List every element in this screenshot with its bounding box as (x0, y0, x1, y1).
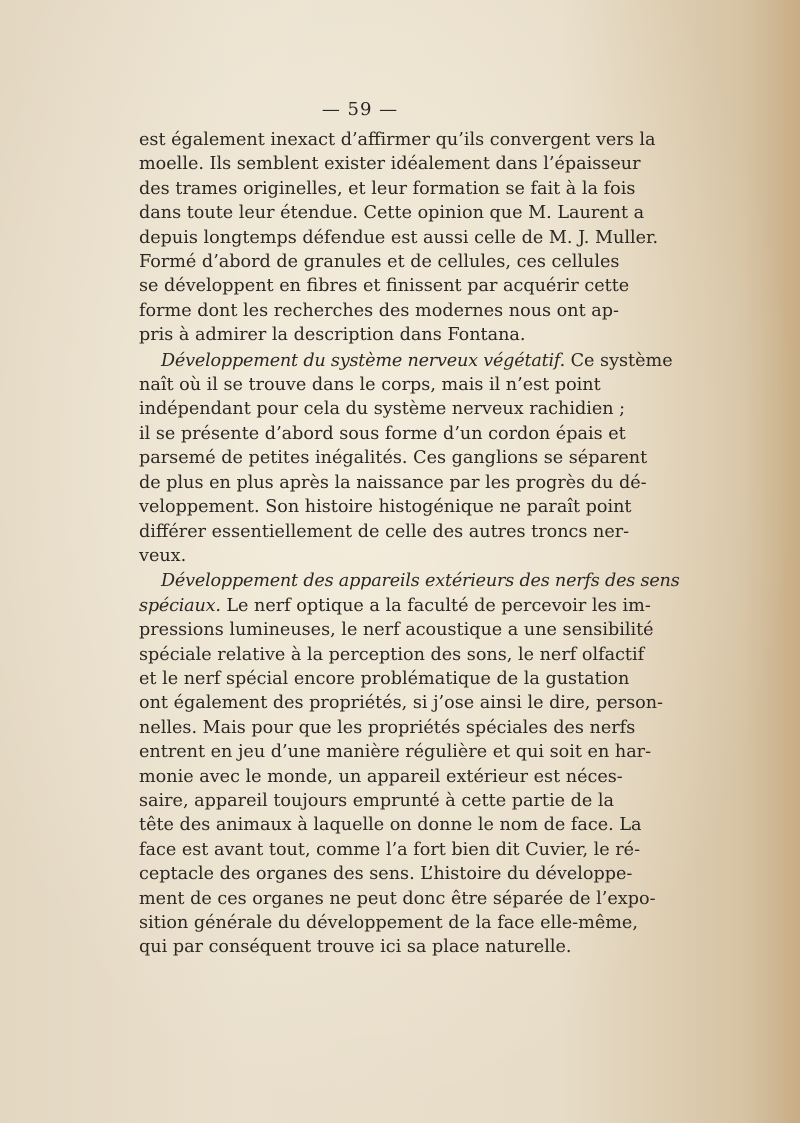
text-line: moelle. Ils semblent exister idéalement dans l’épaisseur (139, 154, 641, 175)
text-line: forme dont les recherches des modernes nous ont ap- (139, 300, 619, 321)
text-line: monie avec le monde, un appareil extérieur est néces- (139, 766, 623, 787)
text-line: il se présente d’abord sous forme d’un cordon épais et (139, 423, 626, 444)
text-line: nelles. Mais pour que les propriétés spéciales des nerfs (139, 717, 636, 738)
text-line (139, 569, 680, 593)
text-line: face est avant tout, comme l’a fort bien dit Cuvier, le ré- (139, 839, 641, 860)
text-line: naît où il se trouve dans le corps, mais il n’est point (139, 375, 601, 396)
text-line (139, 594, 651, 618)
text-line: sition générale du développement de la face elle-même, (139, 913, 638, 933)
text-line: indépendant pour cela du système nerveux rachidien ; (139, 399, 626, 420)
text-line: et le nerf spécial encore problématique de la gustation (139, 668, 630, 689)
paragraph-1 (139, 128, 659, 348)
text-line: Formé d’abord de granules et de cellules, ces cellules (139, 252, 620, 273)
section-heading: Développement des appareils extérieurs des nerfs des sens (161, 571, 680, 592)
body-text (139, 128, 680, 960)
text-line: qui par conséquent trouve ici sa place naturelle. (139, 937, 572, 958)
text-line: se développent en fibres et finissent par acquérir cette (139, 276, 630, 297)
text-line: entrent en jeu d’une manière régulière et qui soit en har- (139, 742, 652, 763)
text-line: différer essentiellement de celle des autres troncs ner- (139, 521, 630, 542)
text-line: pressions lumineuses, le nerf acoustique a une sensibilité (139, 620, 654, 641)
text-line: veloppement. Son histoire histogénique ne paraît point (139, 497, 632, 518)
section-heading-continued: spéciaux. (139, 595, 221, 616)
text-line: pris à admirer la description dans Fontana. (139, 325, 526, 346)
text-line: de plus en plus après la naissance par les progrès du dé- (139, 472, 647, 493)
page-number: — 59 — (321, 99, 399, 120)
text-line: des trames originelles, et leur formation se fait à la fois (139, 178, 636, 199)
text-line: depuis longtemps défendue est aussi celle de M. J. Muller. (139, 227, 659, 248)
text-line: ment de ces organes ne peut donc être séparée de l’expo- (139, 888, 656, 909)
text-run: Le nerf optique a la faculté de percevoir les im- (220, 595, 651, 616)
paragraph-3 (139, 569, 680, 960)
text-line (139, 349, 673, 373)
paragraph-2 (139, 349, 673, 569)
text-line: parsemé de petites inégalités. Ces ganglions se séparent (139, 448, 648, 469)
text-line: ont également des propriétés, si j’ose ainsi le dire, person- (139, 693, 663, 714)
text-line: saire, appareil toujours emprunté à cette partie de la (139, 790, 614, 811)
text-line: tête des animaux à laquelle on donne le nom de face. La (139, 815, 642, 836)
text-line: est également inexact d’affirmer qu’ils convergent vers la (139, 130, 656, 150)
text-line: dans toute leur étendue. Cette opinion que M. Laurent a (139, 203, 645, 224)
text-line: ceptacle des organes des sens. L’histoire du développe- (139, 864, 633, 885)
text-line: veux. (139, 545, 187, 566)
text-run: Ce système (564, 350, 673, 371)
section-heading: Développement du système nerveux végétatif. (161, 350, 565, 371)
text-line: spéciale relative à la perception des sons, le nerf olfactif (139, 644, 645, 665)
